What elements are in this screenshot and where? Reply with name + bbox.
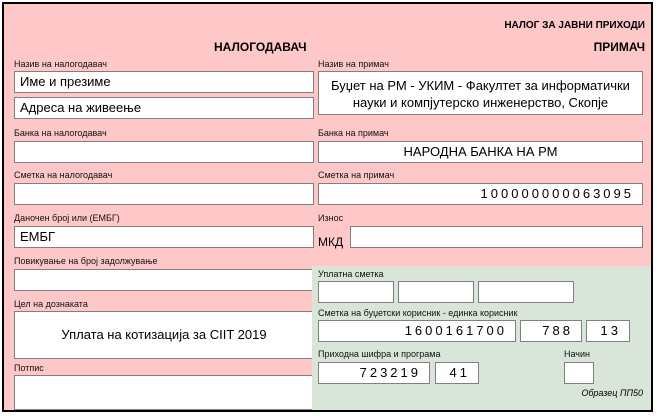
revenue-code-field[interactable]: 723219 <box>318 362 430 384</box>
currency-label: МКД <box>318 235 344 249</box>
recipient-name-field[interactable] <box>318 71 643 115</box>
payment-order-form <box>2 2 653 412</box>
reference-label: Повикување на број задолжување <box>14 256 158 266</box>
recipient-bank-label: Банка на примач <box>318 128 389 138</box>
payer-account-field[interactable] <box>14 183 314 205</box>
revenue-code-label: Приходна шифра и програма <box>318 349 441 359</box>
payer-address-field[interactable]: Адреса на живеење <box>14 97 314 119</box>
recipient-title: ПРИМАЧ <box>593 40 645 54</box>
amount-field[interactable] <box>350 226 643 248</box>
payment-account-label: Уплатна сметка <box>318 269 384 279</box>
payer-bank-field[interactable] <box>14 141 314 163</box>
purpose-label: Цел на дознаката <box>14 299 88 309</box>
recipient-account-field[interactable]: 100000000063095 <box>318 183 643 205</box>
payer-name-label: Назив на налогодавач <box>14 59 107 69</box>
payer-bank-label: Банка на налогодавач <box>14 128 107 138</box>
payment-account-part1[interactable] <box>318 281 394 303</box>
method-label: Начин <box>564 349 590 359</box>
purpose-field[interactable]: Уплата на котизација за CIIT 2019 <box>14 311 314 359</box>
program-field[interactable]: 41 <box>435 362 479 384</box>
signature-label: Потпис <box>14 363 44 373</box>
budget-unit-field[interactable]: 788 <box>520 320 582 342</box>
signature-field[interactable] <box>14 375 314 410</box>
payer-tax-field[interactable]: ЕМБГ <box>14 226 314 248</box>
payer-title: НАЛОГОДАВАЧ <box>214 40 307 54</box>
recipient-name-line2: науки и компјутерско инженерство, Скопје <box>352 95 609 110</box>
method-field[interactable] <box>564 362 594 384</box>
payer-name-field[interactable]: Име и презиме <box>14 71 314 93</box>
recipient-name-line1: Буџет на РМ - УКИМ - Факултет за информатички <box>331 78 630 93</box>
budget-account-field[interactable]: 1600161700 <box>318 320 516 342</box>
form-type-title: НАЛОГ ЗА ЈАВНИ ПРИХОДИ <box>504 20 645 31</box>
payment-account-part2[interactable] <box>398 281 474 303</box>
payment-account-part3[interactable] <box>478 281 574 303</box>
recipient-name-label: Назив на примач <box>318 59 389 69</box>
budget-subunit-field[interactable]: 13 <box>586 320 630 342</box>
recipient-account-label: Сметка на примач <box>318 170 395 180</box>
form-sample-label: Образец ПП50 <box>581 388 643 398</box>
recipient-bank-field[interactable]: НАРОДНА БАНКА НА РМ <box>318 141 643 163</box>
payer-account-label: Сметка на налогодавач <box>14 170 113 180</box>
payer-tax-label: Даночен број или (ЕМБГ) <box>14 213 120 223</box>
amount-label: Износ <box>318 213 344 223</box>
reference-field[interactable] <box>14 269 314 291</box>
budget-account-label: Сметка на буџетски корисник - единка корисник <box>318 308 518 318</box>
